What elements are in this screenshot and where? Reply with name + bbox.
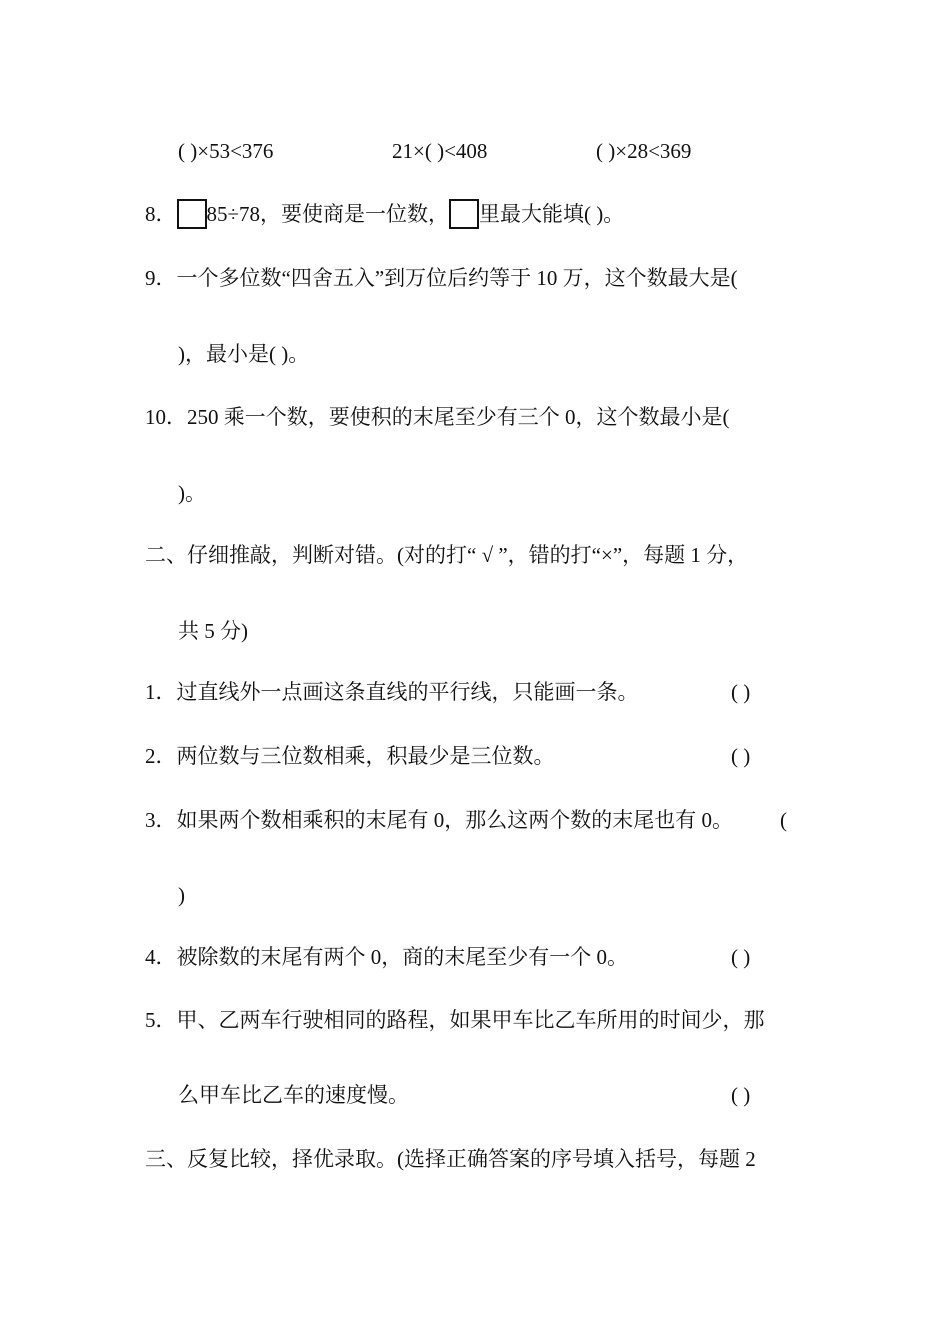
judge-number: 3． xyxy=(145,808,177,832)
judge-number: 5． xyxy=(145,1008,177,1032)
question-8 xyxy=(145,200,624,229)
judge-answer-paren[interactable]: ( ) xyxy=(731,1083,751,1107)
judge-item-2 xyxy=(145,742,555,770)
section-3-heading: 三、反复比较，择优录取。(选择正确答案的序号填入括号，每题 2 xyxy=(145,1147,756,1171)
judge-answer-paren[interactable]: ( ) xyxy=(731,744,751,768)
judge-text-cont: 么甲车比乙车的速度慢。 xyxy=(178,1083,409,1107)
q10-line2: )。 xyxy=(178,481,206,505)
judge-item-3 xyxy=(145,806,733,834)
section-2-heading: 二、仔细推敲，判断对错。(对的打“ √ ”，错的打“×”，每题 1 分， xyxy=(145,543,749,567)
judge-answer-paren[interactable]: ( ) xyxy=(731,680,751,704)
judge-number: 1． xyxy=(145,680,177,704)
judge-answer-paren-open[interactable]: ( xyxy=(780,808,787,832)
q9-line2: )，最小是( )。 xyxy=(178,342,310,366)
q10-number: 10． xyxy=(145,405,187,429)
q8-text-a: 85÷78，要使商是一位数， xyxy=(206,202,450,226)
q9-number: 9． xyxy=(145,266,177,290)
judge-item-1 xyxy=(145,678,639,706)
judge-number: 4． xyxy=(145,945,177,969)
q7-blank-1: ( )×53<376 xyxy=(178,139,274,163)
section-2-heading-cont: 共 5 分) xyxy=(178,619,248,643)
q8-answer-box-2[interactable] xyxy=(449,199,479,229)
judge-text: 过直线外一点画这条直线的平行线，只能画一条。 xyxy=(176,680,639,704)
judge-text: 被除数的末尾有两个 0，商的末尾至少有一个 0。 xyxy=(176,945,628,969)
judge-text: 两位数与三位数相乘，积最少是三位数。 xyxy=(176,744,555,768)
judge-answer-paren[interactable]: ( ) xyxy=(731,945,751,969)
judge-item-5 xyxy=(145,1006,765,1034)
judge-text: 甲、乙两车行驶相同的路程，如果甲车比乙车所用的时间少，那 xyxy=(176,1008,765,1032)
judge-item-4 xyxy=(145,943,628,971)
q8-text-b: 里最大能填( )。 xyxy=(479,202,625,226)
q7-blank-2: 21×( )<408 xyxy=(392,139,488,163)
q10-line1: 250 乘一个数，要使积的末尾至少有三个 0，这个数最小是( xyxy=(187,405,730,429)
question-10 xyxy=(145,403,730,431)
q8-number: 8． xyxy=(145,202,177,226)
q7-blank-3: ( )×28<369 xyxy=(596,139,692,163)
q9-line1: 一个多位数“四舍五入”到万位后约等于 10 万，这个数最大是( xyxy=(176,266,738,290)
q8-answer-box-1[interactable] xyxy=(177,199,207,229)
judge-number: 2． xyxy=(145,744,177,768)
judge-text: 如果两个数相乘积的末尾有 0，那么这两个数的末尾也有 0。 xyxy=(176,808,733,832)
question-9 xyxy=(145,264,738,292)
judge-answer-paren-close[interactable]: ) xyxy=(178,883,185,907)
